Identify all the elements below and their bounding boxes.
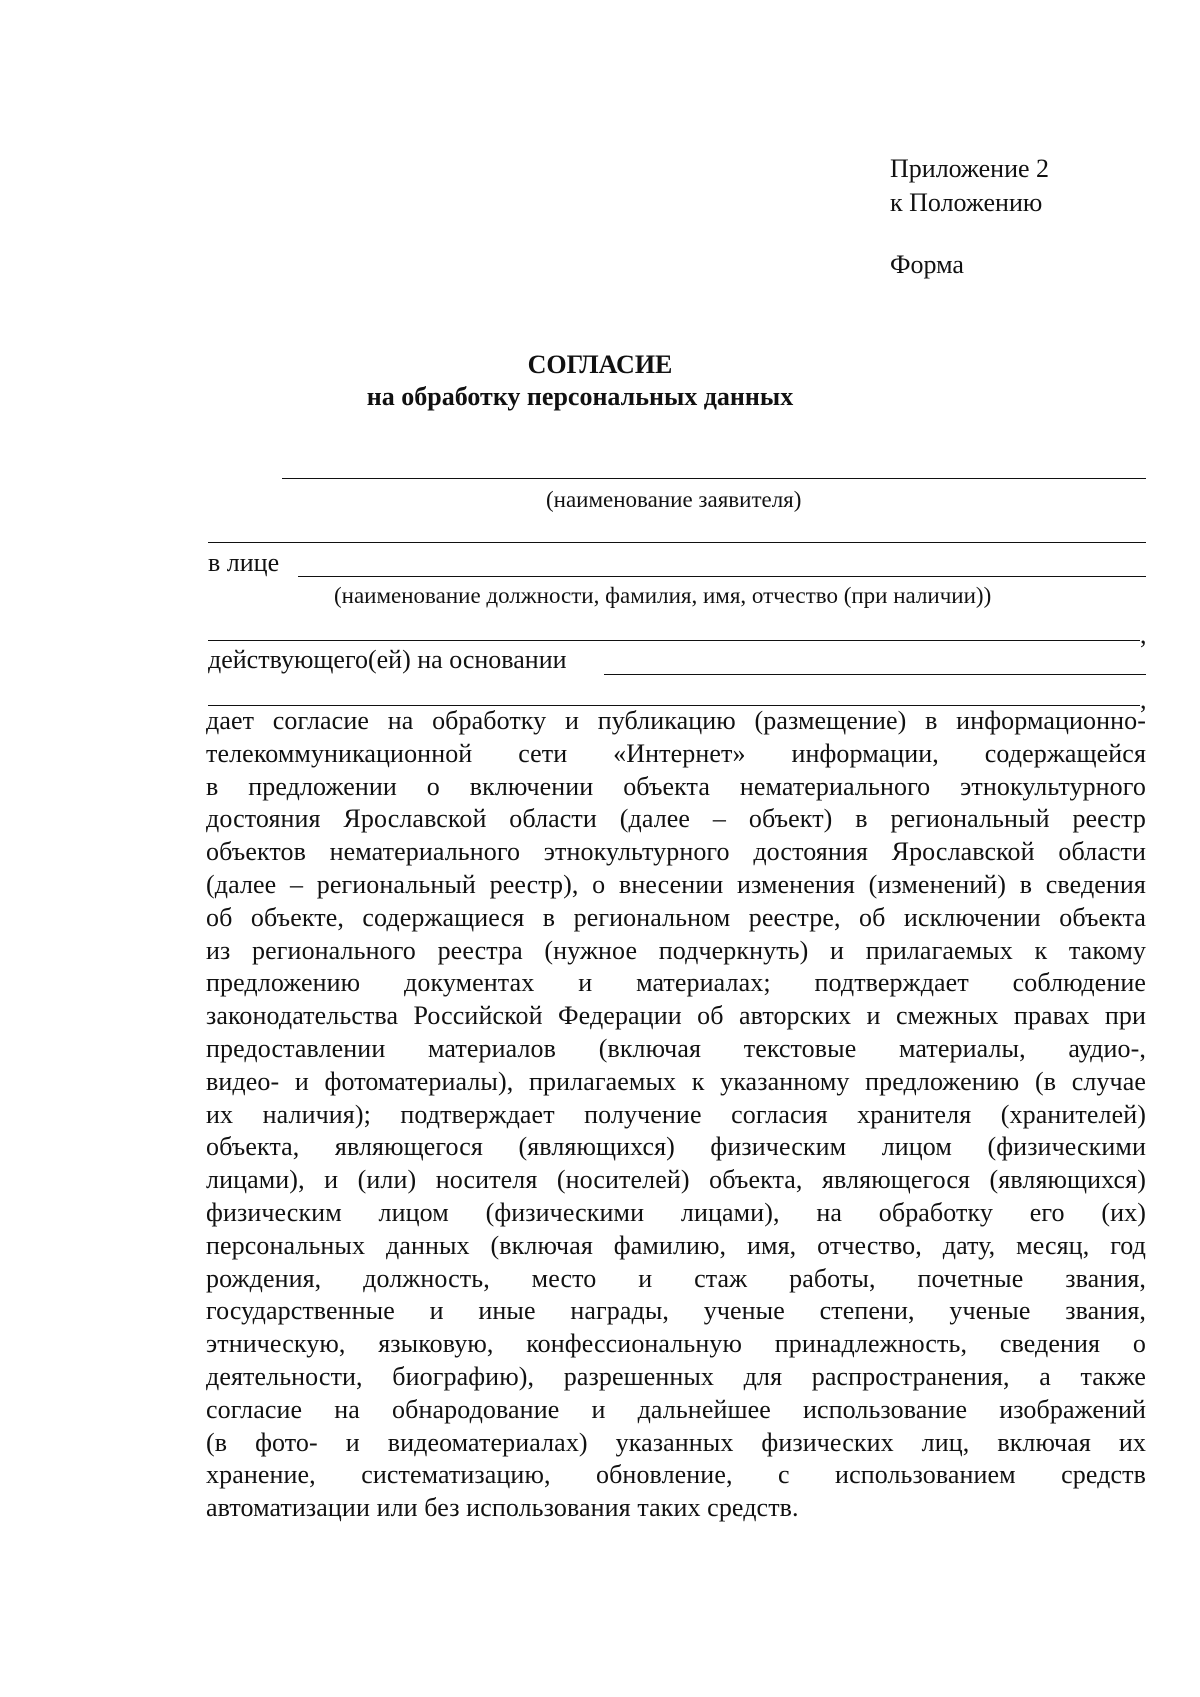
body-line: достояния Ярославской области (далее – объект) в региональный реестр xyxy=(206,804,1146,834)
comma-1: , xyxy=(1140,620,1147,649)
body-line: персональных данных (включая фамилию, имя, отчество, дату, месяц, год xyxy=(206,1230,1146,1260)
applicant-name-line-2[interactable] xyxy=(208,542,1146,543)
body-line: рождения, должность, место и стаж работы, почетные звания, xyxy=(206,1263,1146,1293)
appendix-reference xyxy=(890,152,1049,220)
body-line: этническую, языковую, конфессиональную принадлежность, сведения о xyxy=(206,1329,1146,1359)
body-line: предоставлении материалов (включая текстовые материалы, аудио-, xyxy=(206,1033,1146,1063)
body-line: согласие на обнародование и дальнейшее использование изображений xyxy=(206,1394,1146,1424)
body-line: объекта, являющегося (являющихся) физическим лицом (физическими xyxy=(206,1132,1146,1162)
applicant-name-line[interactable] xyxy=(282,478,1146,479)
body-line: деятельности, биографию), разрешенных для распространения, а также xyxy=(206,1361,1146,1391)
document-title: СОГЛАСИЕ xyxy=(527,350,673,379)
body-line: лицами), и (или) носителя (носителей) объекта, являющегося (являющихся) xyxy=(206,1165,1146,1195)
body-line: из регионального реестра (нужное подчеркнуть) и прилагаемых к такому xyxy=(206,935,1146,965)
comma-2: , xyxy=(1140,685,1147,714)
body-line: (в фото- и видеоматериалах) указанных физических лиц, включая их xyxy=(206,1427,1146,1457)
representative-line-2[interactable] xyxy=(208,640,1140,641)
body-line: их наличия); подтверждает получение согласия хранителя (хранителей) xyxy=(206,1099,1146,1129)
body-line: дает согласие на обработку и публикацию (размещение) в информационно- xyxy=(206,706,1146,735)
form-label: Форма xyxy=(890,250,964,279)
body-line: автоматизации или без использования таких средств. xyxy=(206,1493,799,1523)
body-line: физическим лицом (физическими лицами), на обработку его (их) xyxy=(206,1197,1146,1227)
body-line: видео- и фотоматериалы), прилагаемых к указанному предложению (в случае xyxy=(206,1066,1146,1096)
representative-caption: (наименование должности, фамилия, имя, отчество (при наличии)) xyxy=(334,583,992,608)
body-line: предложению документах и материалах; подтверждает соблюдение xyxy=(206,968,1146,998)
body-line: законодательства Российской Федерации об авторских и смежных правах при xyxy=(206,1001,1146,1031)
applicant-caption: (наименование заявителя) xyxy=(546,487,802,512)
body-line: телекоммуникационной сети «Интернет» информации, содержащейся xyxy=(206,738,1146,768)
in-person-label: в лице xyxy=(208,548,280,577)
representative-line[interactable] xyxy=(298,576,1146,577)
body-line: об объекте, содержащиеся в региональном реестре, об исключении объекта xyxy=(206,902,1146,932)
body-line: (далее – региональный реестр), о внесении изменения (изменений) в сведения xyxy=(206,869,1146,899)
body-line: объектов нематериального этнокультурного достояния Ярославской области xyxy=(206,837,1146,867)
basis-line[interactable] xyxy=(604,674,1146,675)
body-line: государственные и иные награды, ученые степени, ученые звания, xyxy=(206,1296,1146,1326)
body-line: в предложении о включении объекта нематериального этнокультурного xyxy=(206,771,1146,801)
appendix-number: Приложение 2 xyxy=(890,154,1050,183)
consent-body-text xyxy=(206,705,1146,1525)
appendix-regulation: к Положению xyxy=(890,188,1043,217)
basis-label: действующего(ей) на основании xyxy=(208,645,567,674)
document-subtitle: на обработку персональных данных xyxy=(366,382,794,411)
body-line: хранение, систематизацию, обновление, с использованием средств xyxy=(206,1460,1146,1490)
